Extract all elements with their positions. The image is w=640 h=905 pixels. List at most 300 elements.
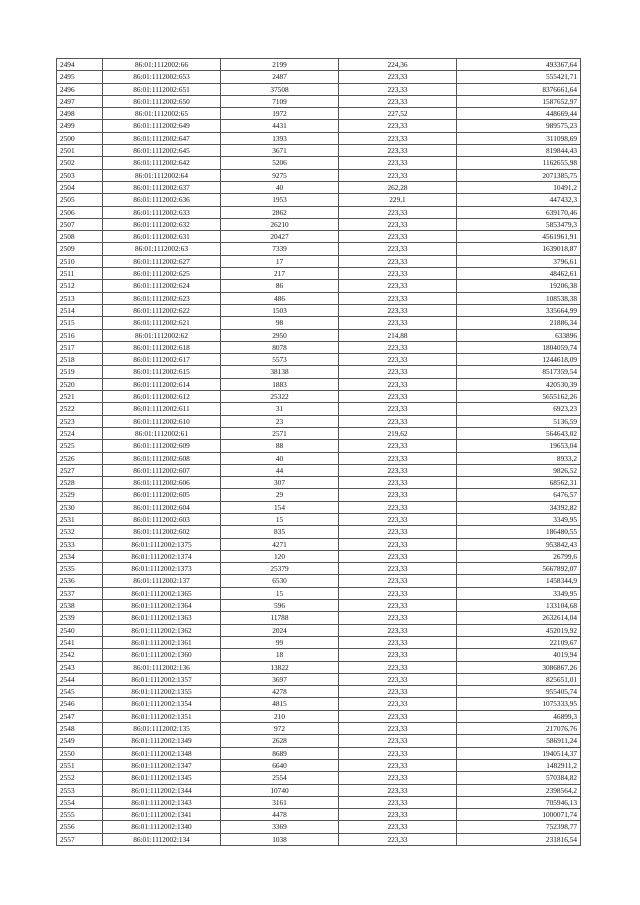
cadastral-number-cell: 86:01:1112002:1365 [103,587,221,599]
rate-cell: 223,33 [339,95,457,107]
cadastral-number-cell: 86:01:1112002:1340 [103,821,221,833]
rate-cell: 223,33 [339,378,457,390]
row-number-cell: 2498 [57,108,103,120]
row-number-cell: 2511 [57,268,103,280]
cadastral-number-cell: 86:01:1112002:1349 [103,735,221,747]
cadastral-number-cell: 86:01:1112002:1360 [103,649,221,661]
table-row [57,354,581,366]
cadastral-number-cell: 86:01:1112002:647 [103,132,221,144]
cadastral-number-cell: 86:01:1112002:608 [103,452,221,464]
area-cell: 13822 [221,661,339,673]
rate-cell: 219,62 [339,427,457,439]
table-row [57,624,581,636]
rate-cell: 223,33 [339,550,457,562]
cadastral-value-cell: 452019,92 [457,624,581,636]
rate-cell: 223,33 [339,231,457,243]
cadastral-value-cell: 819844,43 [457,145,581,157]
cadastral-value-cell: 186480,55 [457,526,581,538]
cadastral-value-cell: 4561961,91 [457,231,581,243]
cadastral-number-cell: 86:01:1112002:623 [103,292,221,304]
row-number-cell: 2551 [57,759,103,771]
area-cell: 2571 [221,427,339,439]
cadastral-number-cell: 86:01:1112002:633 [103,206,221,218]
table-row [57,501,581,513]
cadastral-value-cell: 34392,82 [457,501,581,513]
rate-cell: 223,33 [339,243,457,255]
cadastral-number-cell: 86:01:1112002:1344 [103,784,221,796]
cadastral-value-cell: 231816,54 [457,833,581,845]
row-number-cell: 2556 [57,821,103,833]
cadastral-value-cell: 19206,38 [457,280,581,292]
cadastral-number-cell: 86:01:1112002:1354 [103,698,221,710]
table-row [57,698,581,710]
row-number-cell: 2548 [57,723,103,735]
row-number-cell: 2557 [57,833,103,845]
rate-cell: 223,33 [339,341,457,353]
area-cell: 2199 [221,59,339,71]
table-row [57,464,581,476]
area-cell: 26210 [221,218,339,230]
row-number-cell: 2533 [57,538,103,550]
cadastral-number-cell: 86:01:1112002:627 [103,255,221,267]
row-number-cell: 2520 [57,378,103,390]
table-row [57,415,581,427]
cadastral-number-cell: 86:01:1112002:649 [103,120,221,132]
table-row [57,735,581,747]
row-number-cell: 2544 [57,673,103,685]
cadastral-number-cell: 86:01:1112002:610 [103,415,221,427]
cadastral-value-cell: 19653,04 [457,440,581,452]
area-cell: 1038 [221,833,339,845]
cadastral-value-cell: 564643,02 [457,427,581,439]
area-cell: 2628 [221,735,339,747]
cadastral-value-cell: 3796,61 [457,255,581,267]
table-row [57,145,581,157]
row-number-cell: 2549 [57,735,103,747]
table-row [57,231,581,243]
cadastral-number-cell: 86:01:1112002:137 [103,575,221,587]
rate-cell: 223,33 [339,735,457,747]
row-number-cell: 2546 [57,698,103,710]
table-row [57,612,581,624]
rate-cell: 223,33 [339,157,457,169]
table-row [57,452,581,464]
row-number-cell: 2513 [57,292,103,304]
rate-cell: 223,33 [339,477,457,489]
row-number-cell: 2502 [57,157,103,169]
cadastral-value-cell: 1458344,9 [457,575,581,587]
rate-cell: 223,33 [339,317,457,329]
table-row [57,440,581,452]
area-cell: 44 [221,464,339,476]
cadastral-value-cell: 953842,43 [457,538,581,550]
cadastral-number-cell: 86:01:1112002:66 [103,59,221,71]
row-number-cell: 2545 [57,686,103,698]
rate-cell: 262,28 [339,181,457,193]
cadastral-number-cell: 86:01:1112002:1362 [103,624,221,636]
cadastral-value-cell: 2632614,04 [457,612,581,624]
table-row [57,243,581,255]
rate-cell: 223,33 [339,821,457,833]
cadastral-value-cell: 8376661,64 [457,83,581,95]
table-row [57,95,581,107]
cadastral-number-cell: 86:01:1112002:653 [103,71,221,83]
rate-cell: 229,1 [339,194,457,206]
cadastral-number-cell: 86:01:1112002:65 [103,108,221,120]
row-number-cell: 2516 [57,329,103,341]
area-cell: 6640 [221,759,339,771]
cadastral-number-cell: 86:01:1112002:136 [103,661,221,673]
area-cell: 7109 [221,95,339,107]
row-number-cell: 2501 [57,145,103,157]
area-cell: 4478 [221,809,339,821]
rate-cell: 223,33 [339,526,457,538]
cadastral-value-cell: 493367,64 [457,59,581,71]
cadastral-number-cell: 86:01:1112002:1364 [103,600,221,612]
cadastral-number-cell: 86:01:1112002:1363 [103,612,221,624]
table-row [57,833,581,845]
cadastral-value-cell: 5667892,07 [457,563,581,575]
cadastral-value-cell: 5655162,26 [457,391,581,403]
rate-cell: 223,33 [339,772,457,784]
area-cell: 17 [221,255,339,267]
area-cell: 596 [221,600,339,612]
cadastral-value-cell: 4019,94 [457,649,581,661]
cadastral-value-table [56,58,581,846]
rate-cell: 223,33 [339,636,457,648]
cadastral-number-cell: 86:01:1112002:1361 [103,636,221,648]
cadastral-value-cell: 447432,3 [457,194,581,206]
table-row [57,550,581,562]
area-cell: 9275 [221,169,339,181]
table-row [57,108,581,120]
rate-cell: 227,52 [339,108,457,120]
cadastral-value-cell: 1162655,98 [457,157,581,169]
cadastral-number-cell: 86:01:1112002:1375 [103,538,221,550]
row-number-cell: 2527 [57,464,103,476]
cadastral-number-cell: 86:01:1112002:636 [103,194,221,206]
rate-cell: 223,33 [339,132,457,144]
table-row [57,710,581,722]
rate-cell: 223,33 [339,587,457,599]
table-row [57,120,581,132]
cadastral-number-cell: 86:01:1112002:1357 [103,673,221,685]
row-number-cell: 2540 [57,624,103,636]
table-row [57,427,581,439]
area-cell: 7339 [221,243,339,255]
document-page [56,58,580,846]
area-cell: 18 [221,649,339,661]
table-row [57,181,581,193]
cadastral-number-cell: 86:01:1112002:609 [103,440,221,452]
cadastral-number-cell: 86:01:1112002:1355 [103,686,221,698]
row-number-cell: 2554 [57,796,103,808]
row-number-cell: 2532 [57,526,103,538]
rate-cell: 223,33 [339,612,457,624]
table-row [57,366,581,378]
cadastral-value-cell: 586911,24 [457,735,581,747]
row-number-cell: 2514 [57,304,103,316]
rate-cell: 223,33 [339,686,457,698]
rate-cell: 223,33 [339,784,457,796]
rate-cell: 223,33 [339,661,457,673]
cadastral-number-cell: 86:01:1112002:1348 [103,747,221,759]
area-cell: 23 [221,415,339,427]
area-cell: 1503 [221,304,339,316]
area-cell: 2024 [221,624,339,636]
area-cell: 5573 [221,354,339,366]
row-number-cell: 2553 [57,784,103,796]
row-number-cell: 2512 [57,280,103,292]
area-cell: 120 [221,550,339,562]
rate-cell: 223,33 [339,169,457,181]
row-number-cell: 2530 [57,501,103,513]
row-number-cell: 2495 [57,71,103,83]
rate-cell: 223,33 [339,218,457,230]
table-row [57,169,581,181]
table-row [57,784,581,796]
table-row [57,292,581,304]
cadastral-value-cell: 1639018,87 [457,243,581,255]
table-row [57,526,581,538]
row-number-cell: 2543 [57,661,103,673]
area-cell: 2554 [221,772,339,784]
cadastral-number-cell: 86:01:1112002:645 [103,145,221,157]
cadastral-value-cell: 825651,01 [457,673,581,685]
table-row [57,391,581,403]
cadastral-number-cell: 86:01:1112002:624 [103,280,221,292]
row-number-cell: 2518 [57,354,103,366]
cadastral-value-cell: 311098,69 [457,132,581,144]
cadastral-value-cell: 420530,39 [457,378,581,390]
area-cell: 2950 [221,329,339,341]
rate-cell: 223,33 [339,464,457,476]
cadastral-value-cell: 1482911,2 [457,759,581,771]
row-number-cell: 2555 [57,809,103,821]
area-cell: 11788 [221,612,339,624]
cadastral-value-cell: 705946,13 [457,796,581,808]
rate-cell: 214,88 [339,329,457,341]
cadastral-number-cell: 86:01:1112002:1341 [103,809,221,821]
area-cell: 8078 [221,341,339,353]
area-cell: 25379 [221,563,339,575]
cadastral-value-cell: 2398564,2 [457,784,581,796]
area-cell: 5206 [221,157,339,169]
rate-cell: 223,33 [339,304,457,316]
cadastral-value-cell: 21886,34 [457,317,581,329]
cadastral-value-cell: 217076,76 [457,723,581,735]
table-row [57,673,581,685]
rate-cell: 223,33 [339,649,457,661]
table-row [57,489,581,501]
row-number-cell: 2526 [57,452,103,464]
cadastral-value-cell: 133104,68 [457,600,581,612]
rate-cell: 223,33 [339,354,457,366]
table-row [57,575,581,587]
cadastral-number-cell: 86:01:1112002:135 [103,723,221,735]
row-number-cell: 2494 [57,59,103,71]
rate-cell: 223,33 [339,292,457,304]
table-row [57,513,581,525]
cadastral-number-cell: 86:01:1112002:617 [103,354,221,366]
table-row [57,268,581,280]
area-cell: 4815 [221,698,339,710]
area-cell: 2862 [221,206,339,218]
row-number-cell: 2515 [57,317,103,329]
table-row [57,796,581,808]
cadastral-number-cell: 86:01:1112002:61 [103,427,221,439]
row-number-cell: 2497 [57,95,103,107]
table-row [57,71,581,83]
cadastral-number-cell: 86:01:1112002:64 [103,169,221,181]
area-cell: 31 [221,403,339,415]
row-number-cell: 2547 [57,710,103,722]
cadastral-number-cell: 86:01:1112002:605 [103,489,221,501]
rate-cell: 223,33 [339,120,457,132]
cadastral-value-cell: 448669,44 [457,108,581,120]
rate-cell: 223,33 [339,489,457,501]
cadastral-number-cell: 86:01:1112002:651 [103,83,221,95]
cadastral-number-cell: 86:01:1112002:606 [103,477,221,489]
rate-cell: 223,33 [339,600,457,612]
cadastral-value-cell: 6923,23 [457,403,581,415]
area-cell: 98 [221,317,339,329]
row-number-cell: 2509 [57,243,103,255]
cadastral-value-cell: 1000071,74 [457,809,581,821]
table-row [57,809,581,821]
area-cell: 2487 [221,71,339,83]
rate-cell: 223,33 [339,206,457,218]
row-number-cell: 2528 [57,477,103,489]
rate-cell: 223,33 [339,538,457,550]
rate-cell: 224,36 [339,59,457,71]
cadastral-number-cell: 86:01:1112002:621 [103,317,221,329]
cadastral-value-cell: 2071385,75 [457,169,581,181]
table-row [57,723,581,735]
cadastral-value-cell: 989575,23 [457,120,581,132]
table-row [57,317,581,329]
cadastral-number-cell: 86:01:1112002:62 [103,329,221,341]
row-number-cell: 2517 [57,341,103,353]
area-cell: 3161 [221,796,339,808]
row-number-cell: 2522 [57,403,103,415]
cadastral-number-cell: 86:01:1112002:614 [103,378,221,390]
table-row [57,59,581,71]
rate-cell: 223,33 [339,809,457,821]
row-number-cell: 2541 [57,636,103,648]
area-cell: 15 [221,587,339,599]
rate-cell: 223,33 [339,698,457,710]
area-cell: 4271 [221,538,339,550]
cadastral-number-cell: 86:01:1112002:631 [103,231,221,243]
table-row [57,686,581,698]
cadastral-value-cell: 1075333,95 [457,698,581,710]
row-number-cell: 2500 [57,132,103,144]
cadastral-number-cell: 86:01:1112002:1343 [103,796,221,808]
cadastral-number-cell: 86:01:1112002:625 [103,268,221,280]
table-row [57,218,581,230]
table-row [57,563,581,575]
rate-cell: 223,33 [339,83,457,95]
cadastral-number-cell: 86:01:1112002:1373 [103,563,221,575]
cadastral-value-cell: 68562,31 [457,477,581,489]
area-cell: 4278 [221,686,339,698]
area-cell: 4431 [221,120,339,132]
rate-cell: 223,33 [339,391,457,403]
cadastral-value-cell: 8517359,54 [457,366,581,378]
cadastral-value-cell: 633896 [457,329,581,341]
row-number-cell: 2524 [57,427,103,439]
table-row [57,772,581,784]
rate-cell: 223,33 [339,415,457,427]
row-number-cell: 2519 [57,366,103,378]
row-number-cell: 2536 [57,575,103,587]
area-cell: 486 [221,292,339,304]
area-cell: 1953 [221,194,339,206]
cadastral-value-cell: 5136,59 [457,415,581,427]
area-cell: 154 [221,501,339,513]
table-row [57,661,581,673]
table-row [57,83,581,95]
cadastral-value-cell: 22109,67 [457,636,581,648]
area-cell: 8689 [221,747,339,759]
cadastral-number-cell: 86:01:1112002:615 [103,366,221,378]
cadastral-number-cell: 86:01:1112002:632 [103,218,221,230]
area-cell: 88 [221,440,339,452]
rate-cell: 223,33 [339,71,457,83]
rate-cell: 223,33 [339,501,457,513]
cadastral-number-cell: 86:01:1112002:1374 [103,550,221,562]
row-number-cell: 2534 [57,550,103,562]
area-cell: 37508 [221,83,339,95]
cadastral-value-cell: 8933,2 [457,452,581,464]
rate-cell: 223,33 [339,268,457,280]
area-cell: 40 [221,181,339,193]
row-number-cell: 2499 [57,120,103,132]
row-number-cell: 2537 [57,587,103,599]
rate-cell: 223,33 [339,452,457,464]
rate-cell: 223,33 [339,563,457,575]
table-row [57,587,581,599]
area-cell: 38138 [221,366,339,378]
rate-cell: 223,33 [339,747,457,759]
table-row [57,157,581,169]
table-row [57,304,581,316]
cadastral-number-cell: 86:01:1112002:622 [103,304,221,316]
area-cell: 6530 [221,575,339,587]
table-row [57,636,581,648]
rate-cell: 223,33 [339,513,457,525]
table-row [57,538,581,550]
cadastral-number-cell: 86:01:1112002:63 [103,243,221,255]
area-cell: 3671 [221,145,339,157]
row-number-cell: 2531 [57,513,103,525]
cadastral-number-cell: 86:01:1112002:637 [103,181,221,193]
row-number-cell: 2525 [57,440,103,452]
rate-cell: 223,33 [339,796,457,808]
cadastral-number-cell: 86:01:1112002:642 [103,157,221,169]
row-number-cell: 2507 [57,218,103,230]
area-cell: 210 [221,710,339,722]
table-row [57,194,581,206]
cadastral-value-cell: 48462,61 [457,268,581,280]
row-number-cell: 2535 [57,563,103,575]
cadastral-value-cell: 555421,71 [457,71,581,83]
cadastral-value-cell: 5853479,3 [457,218,581,230]
cadastral-number-cell: 86:01:1112002:1347 [103,759,221,771]
rate-cell: 223,33 [339,145,457,157]
cadastral-number-cell: 86:01:1112002:612 [103,391,221,403]
